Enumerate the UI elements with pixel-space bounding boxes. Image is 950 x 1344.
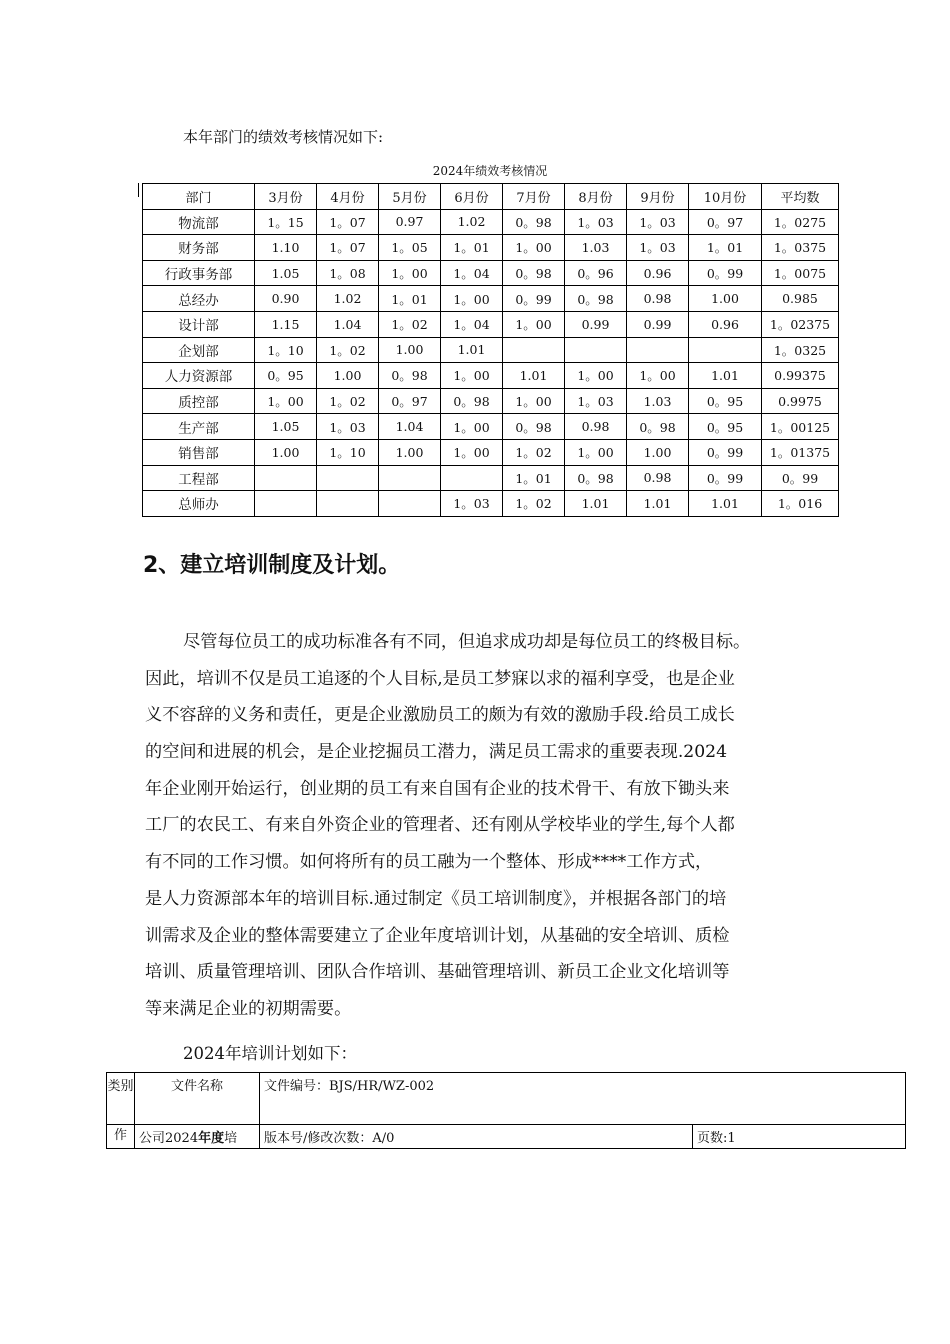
body-paragraph bbox=[145, 624, 825, 1028]
table-row bbox=[143, 311, 839, 337]
work-label: 作 bbox=[107, 1125, 135, 1149]
paragraph-line: 的空间和进展的机会，是企业挖掘员工潜力，满足员工需求的重要表现.2024 bbox=[145, 742, 728, 763]
score-cell: 1.01 bbox=[565, 491, 627, 517]
score-cell: 1。02 bbox=[503, 439, 565, 465]
score-cell: 1.04 bbox=[317, 311, 379, 337]
column-header: 5月份 bbox=[379, 184, 441, 210]
paragraph-line: 工厂的农民工、有来自外资企业的管理者、还有刚从学校毕业的学生,每个人都 bbox=[145, 815, 735, 836]
score-cell: 0.9975 bbox=[762, 388, 839, 414]
score-cell: 1。10 bbox=[255, 337, 317, 363]
score-cell: 0。99 bbox=[503, 286, 565, 312]
score-cell: 1。0375 bbox=[762, 235, 839, 261]
score-cell: 1.15 bbox=[255, 311, 317, 337]
table-row bbox=[143, 414, 839, 440]
company-prefix: 公司2024 bbox=[139, 1131, 199, 1146]
score-cell: 0.96 bbox=[627, 260, 689, 286]
page-info: 页数:1 bbox=[693, 1125, 906, 1149]
score-cell: 1。00 bbox=[503, 235, 565, 261]
paragraph-line: 训需求及企业的整体需要建立了企业年度培训计划，从基础的安全培训、质检 bbox=[145, 925, 730, 946]
score-cell: 1。02 bbox=[317, 388, 379, 414]
table-row bbox=[143, 286, 839, 312]
score-cell: 1.05 bbox=[255, 260, 317, 286]
score-cell bbox=[689, 337, 762, 363]
paragraph-line: 尽管每位员工的成功标准各有不同，但追求成功却是每位员工的终极目标。 bbox=[183, 632, 751, 652]
version-info: 版本号/修改次数：A/0 bbox=[260, 1125, 693, 1149]
table-row bbox=[143, 363, 839, 389]
score-cell bbox=[441, 465, 503, 491]
score-cell: 0.97 bbox=[379, 209, 441, 235]
score-cell: 1。00 bbox=[441, 439, 503, 465]
score-cell: 1。00 bbox=[441, 363, 503, 389]
paragraph-line: 培训、质量管理培训、团队合作培训、基础管理培训、新员工企业文化培训等 bbox=[145, 962, 730, 983]
score-cell: 1。016 bbox=[762, 491, 839, 517]
performance-table bbox=[142, 183, 839, 517]
score-cell bbox=[565, 337, 627, 363]
score-cell: 1。05 bbox=[379, 235, 441, 261]
file-number: 文件编号：BJS/HR/WZ-002 bbox=[260, 1073, 906, 1125]
score-cell: 1。00 bbox=[441, 286, 503, 312]
score-cell: 0.96 bbox=[689, 311, 762, 337]
score-cell: 1。00 bbox=[627, 363, 689, 389]
department-cell: 行政事务部 bbox=[143, 260, 255, 286]
score-cell: 0。95 bbox=[255, 363, 317, 389]
score-cell: 1.04 bbox=[379, 414, 441, 440]
column-header: 7月份 bbox=[503, 184, 565, 210]
score-cell: 1。00 bbox=[565, 439, 627, 465]
department-cell: 销售部 bbox=[143, 439, 255, 465]
score-cell bbox=[255, 465, 317, 491]
table-row bbox=[143, 491, 839, 517]
intro-text: 本年部门的绩效考核情况如下: bbox=[183, 128, 384, 146]
score-cell: 0.99 bbox=[565, 311, 627, 337]
score-cell bbox=[317, 465, 379, 491]
score-cell: 0.985 bbox=[762, 286, 839, 312]
department-cell: 总经办 bbox=[143, 286, 255, 312]
score-cell: 0。98 bbox=[379, 363, 441, 389]
paragraph-line: 等来满足企业的初期需要。 bbox=[145, 998, 352, 1019]
score-cell: 1。03 bbox=[627, 209, 689, 235]
score-cell: 0.99 bbox=[627, 311, 689, 337]
score-cell: 1。03 bbox=[565, 388, 627, 414]
score-cell: 1。01 bbox=[379, 286, 441, 312]
score-cell: 0.98 bbox=[565, 414, 627, 440]
document-header-table bbox=[106, 1072, 906, 1149]
column-header: 6月份 bbox=[441, 184, 503, 210]
score-cell: 1.03 bbox=[565, 235, 627, 261]
score-cell: 0。99 bbox=[689, 439, 762, 465]
score-cell: 0。97 bbox=[379, 388, 441, 414]
score-cell: 1.01 bbox=[503, 363, 565, 389]
score-cell: 0.98 bbox=[627, 286, 689, 312]
score-cell: 1。03 bbox=[627, 235, 689, 261]
file-name-label: 文件名称 bbox=[135, 1073, 260, 1125]
score-cell: 1.00 bbox=[317, 363, 379, 389]
table-row bbox=[143, 465, 839, 491]
table-title: 2024年绩效考核情况 bbox=[432, 164, 548, 178]
score-cell: 1.01 bbox=[627, 491, 689, 517]
score-cell: 0。95 bbox=[689, 388, 762, 414]
score-cell: 1。00125 bbox=[762, 414, 839, 440]
score-cell: 0。99 bbox=[689, 260, 762, 286]
score-cell: 0。98 bbox=[503, 260, 565, 286]
score-cell: 1.05 bbox=[255, 414, 317, 440]
paragraph-line: 是人力资源部本年的培训目标.通过制定《员工培训制度》，并根据各部门的培 bbox=[145, 888, 727, 909]
department-cell: 生产部 bbox=[143, 414, 255, 440]
score-cell: 0。95 bbox=[689, 414, 762, 440]
company-plan-title bbox=[135, 1125, 260, 1149]
score-cell: 1。15 bbox=[255, 209, 317, 235]
score-cell: 0.99375 bbox=[762, 363, 839, 389]
score-cell: 0。98 bbox=[627, 414, 689, 440]
score-cell bbox=[317, 491, 379, 517]
score-cell: 0.98 bbox=[627, 465, 689, 491]
score-cell: 1.00 bbox=[255, 439, 317, 465]
column-header: 10月份 bbox=[689, 184, 762, 210]
company-bold: 年度 bbox=[198, 1131, 225, 1146]
score-cell: 1。01 bbox=[441, 235, 503, 261]
company-suffix: 培 bbox=[224, 1131, 238, 1146]
score-cell bbox=[379, 465, 441, 491]
column-header: 3月份 bbox=[255, 184, 317, 210]
score-cell: 1。0075 bbox=[762, 260, 839, 286]
score-cell: 0。99 bbox=[762, 465, 839, 491]
column-header: 平均数 bbox=[762, 184, 839, 210]
score-cell: 1。01 bbox=[503, 465, 565, 491]
score-cell: 1.00 bbox=[379, 337, 441, 363]
table-row bbox=[143, 235, 839, 261]
category-label: 类别 bbox=[107, 1073, 135, 1125]
table-row bbox=[143, 388, 839, 414]
score-cell: 0。98 bbox=[503, 209, 565, 235]
score-cell: 1。00 bbox=[441, 414, 503, 440]
score-cell: 1。08 bbox=[317, 260, 379, 286]
score-cell: 1。00 bbox=[565, 363, 627, 389]
score-cell: 1.02 bbox=[441, 209, 503, 235]
score-cell: 0。98 bbox=[503, 414, 565, 440]
score-cell bbox=[255, 491, 317, 517]
column-header: 部门 bbox=[143, 184, 255, 210]
paragraph-line: 义不容辞的义务和责任，更是企业激励员工的颇为有效的激励手段.给员工成长 bbox=[145, 705, 735, 726]
score-cell: 1。03 bbox=[317, 414, 379, 440]
score-cell: 1.10 bbox=[255, 235, 317, 261]
score-cell: 1。07 bbox=[317, 235, 379, 261]
table-row bbox=[143, 209, 839, 235]
score-cell: 1.03 bbox=[627, 388, 689, 414]
column-header: 4月份 bbox=[317, 184, 379, 210]
department-cell: 设计部 bbox=[143, 311, 255, 337]
score-cell: 1。02 bbox=[503, 491, 565, 517]
column-header: 9月份 bbox=[627, 184, 689, 210]
score-cell: 1。00 bbox=[255, 388, 317, 414]
plan-intro: 2024年培训计划如下： bbox=[183, 1044, 357, 1063]
score-cell: 0。98 bbox=[441, 388, 503, 414]
score-cell: 1。0325 bbox=[762, 337, 839, 363]
score-cell: 0。98 bbox=[565, 286, 627, 312]
paragraph-line: 有不同的工作习惯。如何将所有的员工融为一个整体、形成****工作方式， bbox=[145, 852, 713, 873]
score-cell: 1。00 bbox=[503, 311, 565, 337]
department-cell: 物流部 bbox=[143, 209, 255, 235]
table-row bbox=[143, 439, 839, 465]
score-cell: 0。98 bbox=[565, 465, 627, 491]
table-row bbox=[143, 337, 839, 363]
table-row bbox=[143, 260, 839, 286]
score-cell bbox=[627, 337, 689, 363]
score-cell: 1。04 bbox=[441, 260, 503, 286]
department-cell: 财务部 bbox=[143, 235, 255, 261]
score-cell: 0.90 bbox=[255, 286, 317, 312]
score-cell: 1。04 bbox=[441, 311, 503, 337]
department-cell: 人力资源部 bbox=[143, 363, 255, 389]
score-cell: 1。02 bbox=[317, 337, 379, 363]
score-cell: 0。99 bbox=[689, 465, 762, 491]
score-cell: 1。02 bbox=[379, 311, 441, 337]
score-cell: 1。10 bbox=[317, 439, 379, 465]
score-cell: 1。07 bbox=[317, 209, 379, 235]
department-cell: 总师办 bbox=[143, 491, 255, 517]
department-cell: 企划部 bbox=[143, 337, 255, 363]
score-cell: 1。01 bbox=[689, 235, 762, 261]
score-cell: 1。03 bbox=[565, 209, 627, 235]
score-cell: 1.01 bbox=[689, 491, 762, 517]
paragraph-line: 年企业刚开始运行，创业期的员工有来自国有企业的技术骨干、有放下锄头来 bbox=[145, 778, 730, 799]
score-cell: 1。03 bbox=[441, 491, 503, 517]
column-header: 8月份 bbox=[565, 184, 627, 210]
section-heading: 2、建立培训制度及计划。 bbox=[143, 553, 401, 578]
department-cell: 工程部 bbox=[143, 465, 255, 491]
score-cell: 1。00 bbox=[503, 388, 565, 414]
score-cell bbox=[379, 491, 441, 517]
score-cell: 1.02 bbox=[317, 286, 379, 312]
score-cell: 1.01 bbox=[441, 337, 503, 363]
table-header-row bbox=[143, 184, 839, 210]
score-cell: 1。01375 bbox=[762, 439, 839, 465]
score-cell: 1。02375 bbox=[762, 311, 839, 337]
score-cell bbox=[503, 337, 565, 363]
score-cell: 1.01 bbox=[689, 363, 762, 389]
score-cell: 1.00 bbox=[627, 439, 689, 465]
paragraph-line: 因此，培训不仅是员工追逐的个人目标,是员工梦寐以求的福利享受，也是企业 bbox=[145, 668, 735, 689]
score-cell: 1.00 bbox=[689, 286, 762, 312]
score-cell: 0。96 bbox=[565, 260, 627, 286]
department-cell: 质控部 bbox=[143, 388, 255, 414]
score-cell: 1.00 bbox=[379, 439, 441, 465]
score-cell: 1。00 bbox=[379, 260, 441, 286]
score-cell: 1。0275 bbox=[762, 209, 839, 235]
score-cell: 0。97 bbox=[689, 209, 762, 235]
